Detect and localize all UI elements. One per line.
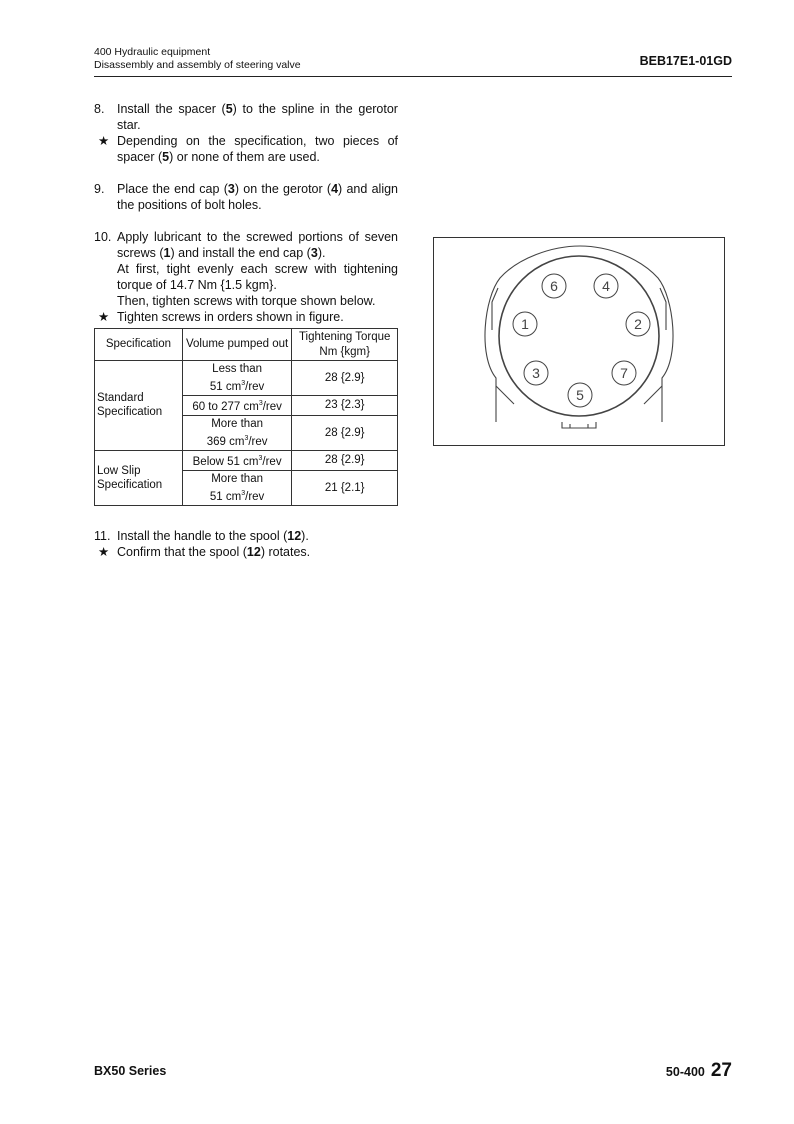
table-row (95, 450, 398, 470)
header-section: 400 Hydraulic equipment (94, 46, 211, 58)
bolt-order-label: 6 (550, 278, 558, 294)
procedure-steps (94, 101, 398, 560)
bolt-order-label: 2 (634, 316, 642, 332)
step-text: Place the end cap (3) on the gerotor (4) and align the positions of bolt holes. (117, 182, 398, 212)
step-text: Apply lubricant to the screwed portions of seven screws (1) and install the end cap (3). (117, 230, 398, 260)
page-header (94, 46, 732, 77)
step-11 (94, 528, 398, 544)
step-9 (94, 181, 398, 213)
table-cell: 21 {2.1} (292, 471, 398, 506)
step-10-note: ★ Tighten screws in orders shown in figure. (98, 310, 344, 324)
step-text: Install the spacer (5) to the spline in the gerotor star. (117, 102, 398, 132)
star-icon: ★ (98, 310, 110, 324)
step-10 (94, 229, 398, 309)
table-cell: Less than 51 $cm^3$/rev (182, 361, 292, 396)
table-cell: Standard Specification (95, 361, 183, 451)
section-number: 50-400 (665, 1065, 705, 1079)
table-row (95, 361, 398, 396)
footer-series: BX50 Series (94, 1064, 167, 1078)
step-text-3: Then, tighten screws with torque shown below. (117, 294, 376, 308)
table-cell: 60 to 277 $cm^3$/rev (182, 395, 292, 415)
step-8-note: ★ Depending on the specification, two pieces of spacer (5) or none of them are used. (98, 134, 398, 164)
bolt-holes (513, 274, 650, 407)
table-cell: More than 369 $cm^3$/rev (182, 416, 292, 451)
document-code: BEB17E1-01GD (639, 54, 732, 68)
footer-page-number (666, 1060, 732, 1082)
table-cell: 28 {2.9} (292, 361, 398, 396)
step-8 (94, 101, 398, 133)
bolt-order-label: 5 (576, 387, 584, 403)
table-cell: 28 {2.9} (292, 416, 398, 451)
table-cell: 23 {2.3} (292, 395, 398, 415)
table-cell: Low Slip Specification (95, 450, 183, 505)
step-11-note: ★ Confirm that the spool (12) rotates. (98, 545, 311, 560)
bolt-order-label: 7 (620, 365, 628, 381)
step-number: 9. (94, 182, 105, 196)
star-icon: ★ (98, 134, 110, 148)
step-number: 10. (94, 230, 112, 244)
torque-table (94, 328, 398, 506)
table-header-row (95, 329, 398, 361)
table-header-cell: Volume pumped out (182, 329, 292, 361)
bolt-order-label: 3 (532, 365, 540, 381)
star-icon: ★ (98, 545, 110, 560)
step-text: Install the handle to the spool (12). (117, 529, 309, 544)
step-number: 11. (94, 529, 111, 544)
step-number: 8. (94, 102, 105, 116)
end-cap-figure (433, 237, 725, 446)
table-cell: 28 {2.9} (292, 450, 398, 470)
table-cell: Below 51 $cm^3$/rev (182, 450, 292, 470)
table-header-cell: Specification (95, 329, 183, 361)
end-cap-drawing (434, 238, 724, 445)
table-header-cell: Tightening Torque Nm {kgm} (292, 329, 398, 361)
page-number: 27 (710, 1060, 732, 1081)
step-text-2: At first, tight evenly each screw with tightening torque of 14.7 Nm {1.5 kgm}. (117, 262, 398, 292)
header-subsection: Disassembly and assembly of steering valve (94, 58, 301, 71)
bolt-order-label: 4 (602, 278, 610, 294)
table-cell: More than 51 $cm^3$/rev (182, 471, 292, 506)
bolt-order-label: 1 (521, 316, 529, 332)
